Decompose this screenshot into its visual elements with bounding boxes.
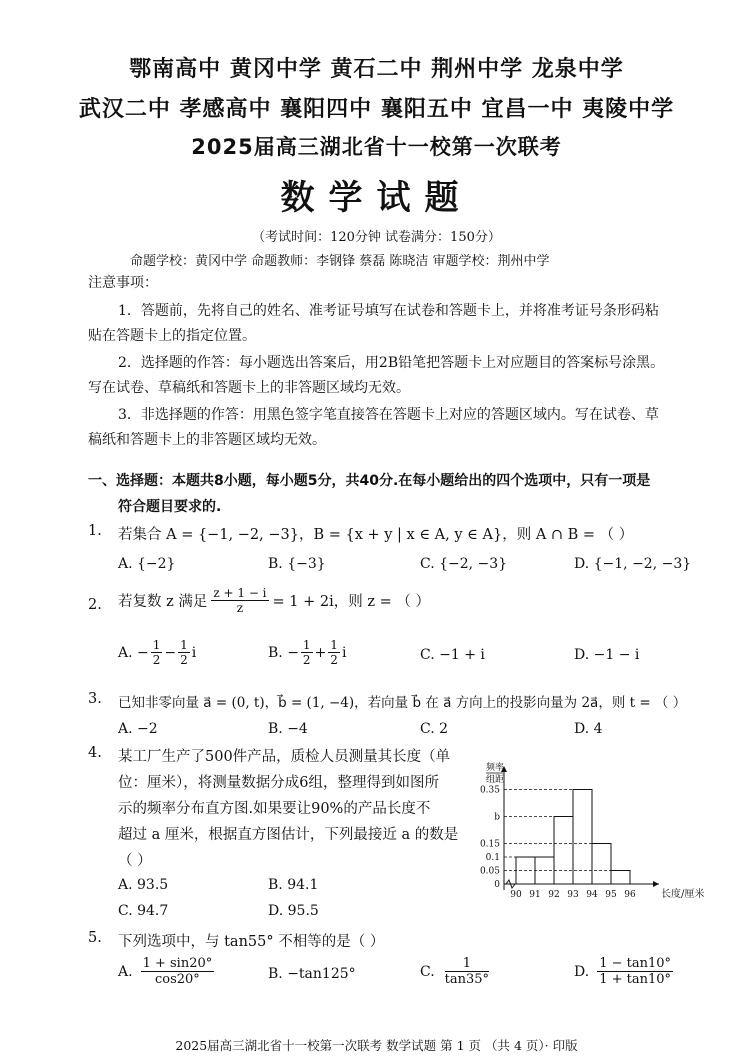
q5-a-label: A.: [118, 963, 133, 980]
q2-b-f2-num: 1: [330, 638, 338, 652]
section-1-heading-line-2: 符合题目要求的.: [118, 499, 222, 515]
q2-b-frac-1: [301, 638, 313, 667]
notice-heading: 注意事项：: [88, 275, 158, 291]
q2-stem: [118, 586, 430, 615]
q2-b-mid: +: [314, 644, 327, 661]
q5-option-a: [118, 956, 214, 987]
x-axis-arrow: [653, 881, 659, 887]
q2-b-frac-2: [328, 638, 340, 667]
y-tick-label: b: [494, 812, 500, 823]
histogram-bar: [611, 871, 630, 885]
frequency-histogram: [466, 762, 716, 910]
q2-a-frac-2: [178, 638, 190, 667]
q4-option-d: D. 95.5: [268, 903, 319, 919]
q5-d-num: 1 − tan10°: [599, 956, 672, 971]
q1-option-a: A. {−2}: [118, 556, 176, 572]
q2-a-f1-den: 2: [152, 653, 161, 667]
q5-a-fraction: [141, 956, 215, 987]
y-tick-label: 0.15: [479, 839, 500, 850]
q5-stem: 下列选项中，与 tan55° 不相等的是（ ）: [118, 934, 385, 950]
exam-name: 2025届高三湖北省十一校第一次联考: [191, 135, 562, 159]
q2-fraction-denominator: z: [236, 601, 244, 615]
q5-d-den: 1 + tan10°: [599, 972, 672, 987]
page-footer: 2025届高三湖北省十一校第一次联考 数学试题 第 1 页 （共 4 页）· 印版: [175, 1038, 578, 1053]
q2-a-f2-num: 1: [180, 638, 188, 652]
q5-a-num: 1 + sin20°: [142, 956, 213, 971]
x-tick-label: 95: [605, 890, 617, 900]
y-tick-label: 0.1: [485, 853, 500, 863]
q4-option-c: C. 94.7: [118, 903, 169, 919]
histogram-bar: [592, 844, 611, 885]
q5-option-d: [574, 956, 673, 987]
school-list-line-2: 武汉二中 孝感高中 襄阳四中 襄阳五中 宜昌一中 夷陵中学: [78, 97, 675, 122]
subject-title: 数学试题: [280, 178, 473, 218]
q4-number: 4.: [88, 745, 102, 761]
q5-a-den: cos20°: [154, 972, 200, 987]
q5-c-label: C.: [420, 963, 435, 980]
q2-stem-post: = 1 + 2i，则 z = （ ）: [272, 594, 430, 610]
q3-stem: 已知非零向量 a⃗ = (0, t)，b⃗ = (1, −4)，若向量 b⃗ 在 a⃗ 方向上的投影向量为 2a⃗，则 t = （ ）: [118, 695, 687, 711]
q2-b-f2-den: 2: [330, 653, 338, 667]
x-tick-label: 94: [586, 890, 598, 900]
y-tick-label: 0: [494, 880, 500, 890]
notice-item-1-line-1: 1．答题前，先将自己的姓名、准考证号填写在试卷和答题卡上，并将准考证号条形码粘: [118, 303, 659, 319]
q3-number: 3.: [88, 691, 102, 707]
q4-line-5: （ ）: [118, 853, 152, 869]
q1-option-b: B. {−3}: [268, 556, 326, 572]
x-tick-label: 91: [529, 890, 541, 900]
q1-option-d: D. {−1, −2, −3}: [574, 556, 692, 572]
q5-option-c: [420, 956, 489, 987]
q2-a-post: i: [191, 644, 197, 661]
q2-b-f1-den: 2: [302, 653, 311, 667]
x-tick-label: 93: [567, 890, 579, 900]
q5-c-den: tan35°: [444, 972, 490, 987]
q5-c-num: 1: [445, 956, 489, 972]
x-tick-label: 96: [624, 890, 636, 900]
q1-number: 1.: [88, 523, 102, 539]
authors-line: 命题学校：黄冈中学 命题教师：李钢锋 蔡磊 陈晓洁 审题学校：荆州中学: [130, 254, 550, 269]
q2-fraction: [211, 586, 268, 615]
x-tick-label: 90: [510, 890, 522, 900]
q2-option-d: D. −1 − i: [574, 647, 640, 663]
x-tick-label: 92: [548, 890, 560, 900]
q5-option-b: B. −tan125°: [268, 966, 356, 982]
q2-a-frac-1: [151, 638, 163, 667]
y-tick-label: 0.05: [479, 866, 500, 877]
q1-stem: 若集合 A = {−1, −2, −3}，B = {x + y | x ∈ A, y ∈ A}，则 A ∩ B = （ ）: [118, 527, 634, 543]
notice-item-2-line-2: 写在试卷、草稿纸和答题卡上的非答题区域均无效。: [88, 380, 410, 396]
q4-option-b: B. 94.1: [268, 877, 319, 893]
q2-option-c: C. −1 + i: [420, 647, 485, 663]
q2-b-f1-num: 1: [302, 638, 311, 652]
notice-item-2-line-1: 2．选择题的作答：每小题选出答案后，用2B铅笔把答题卡上对应题目的答案标号涂黑。: [118, 355, 665, 371]
q2-b-post: i: [341, 644, 347, 661]
q2-option-b: [268, 638, 346, 667]
q4-line-1: 某工厂生产了500件产品，质检人员测量其长度（单: [118, 749, 451, 765]
y-tick-label: 0.35: [479, 785, 500, 796]
x-axis-label: 长度/厘米: [661, 889, 705, 900]
q4-line-3: 示的频率分布直方图.如果要让90%的产品长度不: [118, 801, 431, 817]
q2-a-pre: A. −: [118, 644, 149, 661]
time-info: （考试时间：120分钟 试卷满分：150分）: [252, 230, 501, 245]
q2-number: 2.: [88, 597, 102, 613]
q2-a-f1-num: 1: [152, 638, 161, 652]
q3-option-a: A. −2: [118, 721, 158, 737]
q5-d-label: D.: [574, 963, 590, 980]
q2-fraction-numerator: z + 1 − i: [213, 586, 267, 600]
q1-option-c: C. {−2, −3}: [420, 556, 508, 572]
y-axis-label-top: 频率: [486, 763, 505, 773]
notice-item-1-line-2: 贴在答题卡上的指定位置。: [88, 328, 256, 344]
histogram-bar: [573, 790, 592, 885]
histogram-bar: [554, 817, 573, 885]
q3-option-d: D. 4: [574, 721, 603, 737]
school-list-line-1: 鄂南高中 黄冈中学 黄石二中 荆州中学 龙泉中学: [129, 57, 624, 82]
q4-line-2: 位：厘米），将测量数据分成6组，整理得到如图所: [118, 775, 439, 791]
q2-option-a: [118, 638, 196, 667]
q5-number: 5.: [88, 930, 102, 946]
q4-option-a: A. 93.5: [118, 877, 169, 893]
notice-item-3-line-1: 3．非选择题的作答：用黑色签字笔直接答在答题卡上对应的答题区域内。写在试卷、草: [118, 407, 659, 423]
q2-a-mid: −: [164, 644, 177, 661]
q2-b-pre: B. −: [268, 644, 299, 661]
q5-d-fraction: [597, 956, 673, 987]
y-axis-label-bottom: 组距: [486, 775, 505, 785]
q4-line-4: 超过 a 厘米，根据直方图估计，下列最接近 a 的数是: [118, 827, 459, 843]
q3-option-c: C. 2: [420, 721, 449, 737]
q3-option-b: B. −4: [268, 721, 308, 737]
section-1-heading-line-1: 一、选择题：本题共8小题，每小题5分，共40分.在每小题给出的四个选项中，只有一项是: [88, 473, 651, 489]
q5-c-fraction: [445, 956, 489, 987]
q2-stem-pre: 若复数 z 满足: [118, 594, 208, 610]
notice-item-3-line-2: 稿纸和答题卡上的非答题区域均无效。: [88, 432, 326, 448]
q2-a-f2-den: 2: [180, 653, 188, 667]
